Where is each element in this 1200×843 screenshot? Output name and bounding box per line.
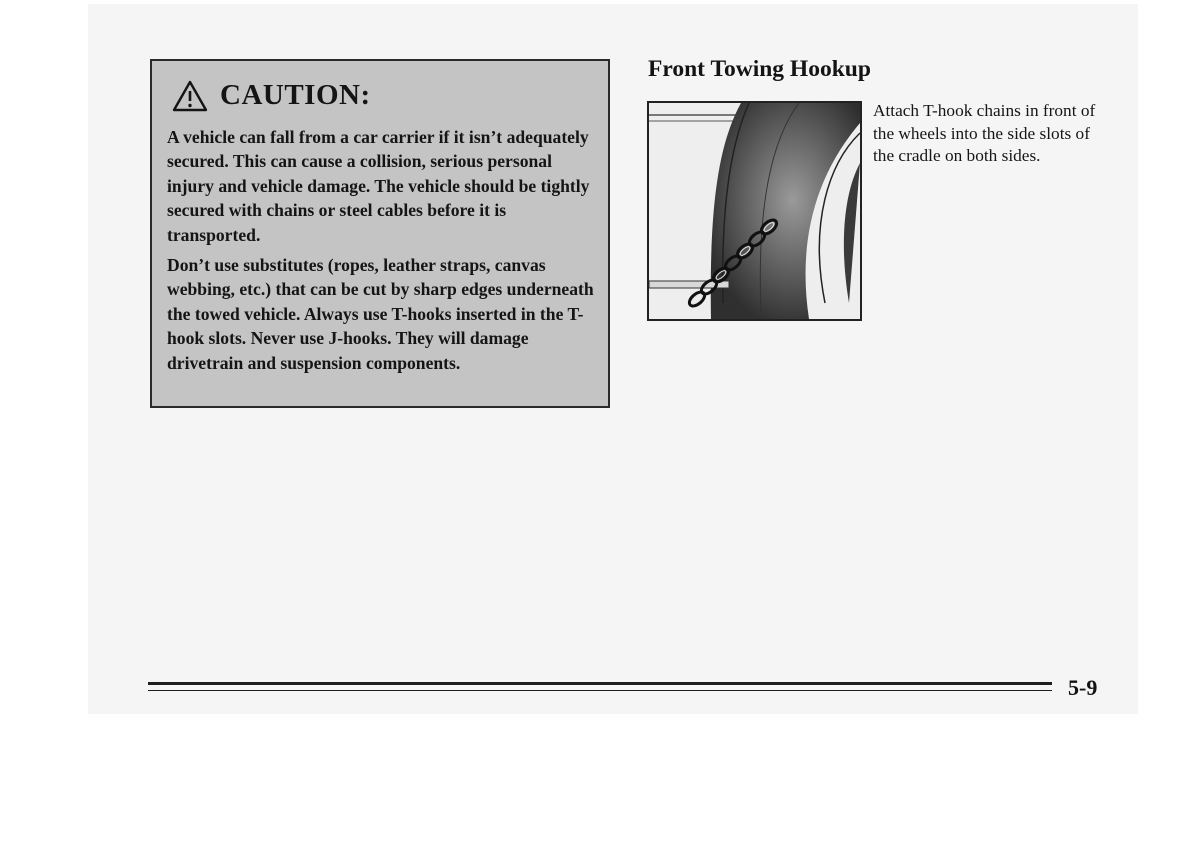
caution-header [172, 79, 371, 112]
section-heading: Front Towing Hookup [648, 56, 871, 82]
caution-paragraph-2: Don’t use substitutes (ropes, leather straps, canvas webbing, etc.) that can be cut by sharp edges underneath the towed vehicle. Always use T-hooks inserted in the T-hook slots. Never use J-hooks. They will damage drivetrain and suspension components. [167, 255, 594, 373]
warning-triangle-icon [172, 80, 208, 112]
caution-box [150, 59, 610, 408]
caution-title: CAUTION: [220, 79, 371, 111]
page-number: 5-9 [1068, 675, 1098, 700]
t-hook-chain-illustration [647, 101, 862, 321]
caution-paragraph-1: A vehicle can fall from a car carrier if it isn’t adequately secured. This can cause a collision, serious personal injury and vehicle damage. The vehicle should be tightly secured with chains or steel cables before it is transported. [167, 127, 590, 245]
caution-text [167, 125, 597, 381]
chain-illustration-drawing [649, 103, 860, 319]
section-body-text: Attach T-hook chains in front of the wheels into the side slots of the cradle on both sides. [873, 101, 1096, 165]
footer-rule-thin [148, 690, 1052, 691]
footer-rule [148, 682, 1052, 685]
